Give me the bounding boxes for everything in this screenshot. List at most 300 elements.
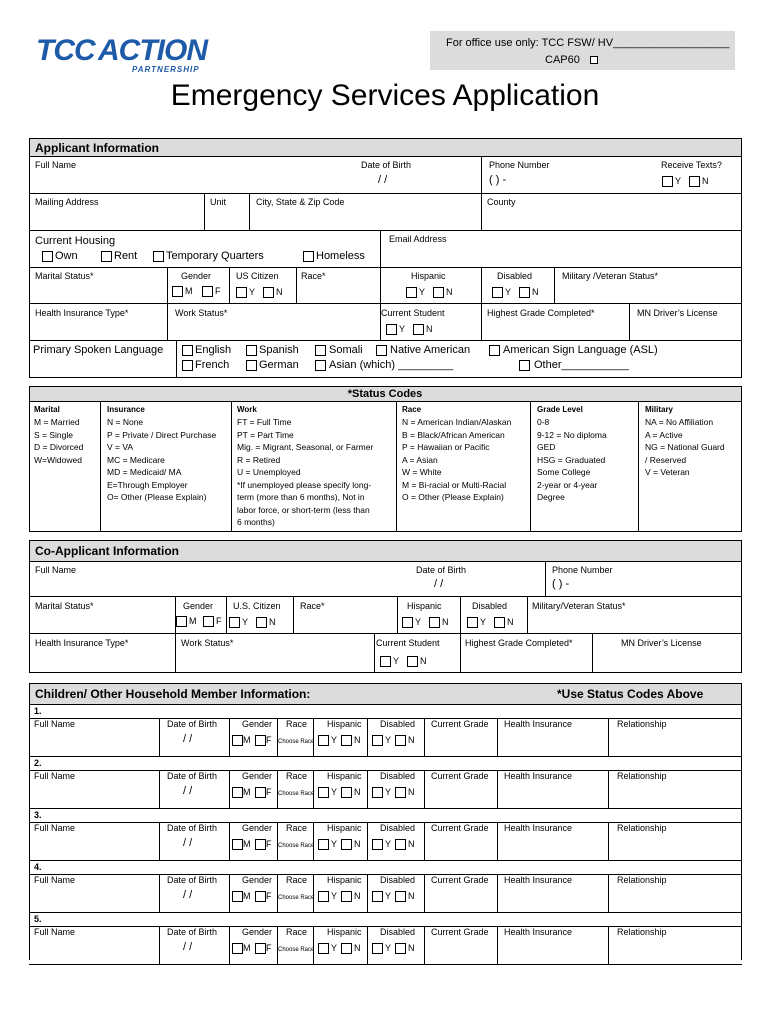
svg-text:TCC: TCC	[36, 34, 95, 67]
member-col-line	[424, 770, 425, 808]
member-choose-race[interactable]: Choose Race	[278, 947, 315, 953]
member-hispanic-n-checkbox[interactable]	[341, 787, 352, 798]
member-full-name-label: Full Name	[34, 875, 76, 885]
member-number: 3.	[34, 810, 42, 820]
member-hispanic-n-label: N	[354, 787, 361, 797]
receive-texts-y-label: Y	[675, 176, 682, 186]
lang-english-checkbox[interactable]	[182, 345, 193, 356]
member-hispanic-n-checkbox[interactable]	[341, 735, 352, 746]
receive-texts-n-label: N	[702, 176, 709, 186]
applicant-student-n-checkbox[interactable]	[413, 324, 424, 335]
language-label: Primary Spoken Language	[33, 344, 164, 356]
coapp-work-label: Work Status*	[181, 638, 234, 648]
member-choose-race[interactable]: Choose Race	[278, 739, 315, 745]
member-disabled-label: Disabled	[380, 823, 416, 833]
member-dob-label: Date of Birth	[167, 719, 218, 729]
member-hispanic-y-label: Y	[331, 839, 338, 849]
applicant-dob-label: Date of Birth	[361, 160, 412, 170]
applicant-phone-label: Phone Number	[489, 160, 550, 170]
member-gender-label: Gender	[242, 771, 273, 781]
housing-own-checkbox[interactable]	[42, 251, 53, 262]
member-col-line	[159, 718, 160, 756]
member-col-line	[229, 822, 230, 860]
housing-temp-checkbox[interactable]	[153, 251, 164, 262]
member-gender-m-label: M	[243, 735, 251, 745]
member-gender-m-label: M	[243, 891, 251, 901]
member-gender-f-label: F	[266, 787, 272, 797]
member-col-line	[277, 822, 278, 860]
coapp-student-n-label: N	[420, 656, 427, 666]
member-disabled-y-label: Y	[385, 735, 392, 745]
applicant-student-y-checkbox[interactable]	[386, 324, 397, 335]
member-col-line	[277, 770, 278, 808]
member-race-label: Race	[286, 719, 308, 729]
status-grade-title: Grade Level	[537, 405, 583, 414]
member-race-label: Race	[286, 771, 308, 781]
coapp-disabled-label: Disabled	[472, 601, 508, 611]
member-relationship-label: Relationship	[617, 823, 667, 833]
member-col-line	[424, 822, 425, 860]
member-health-label: Health Insurance	[504, 719, 573, 729]
member-disabled-label: Disabled	[380, 875, 416, 885]
member-dob-field[interactable]: / /	[183, 837, 193, 849]
status-insurance-list: N = None P = Private / Direct Purchase V = VA MC = Medicare MD = Medicaid/ MA E=Through Employer O= Other (Please Explain)	[107, 417, 217, 502]
member-disabled-n-checkbox[interactable]	[395, 735, 406, 746]
applicant-student-n-label: N	[426, 324, 433, 334]
coapp-phone-field[interactable]: ( ) -	[552, 578, 570, 590]
member-hispanic-label: Hispanic	[327, 719, 362, 729]
coapp-hispanic-label: Hispanic	[407, 601, 442, 611]
member-gender-f-checkbox[interactable]	[255, 891, 266, 902]
applicant-gender-m-label: M	[185, 286, 193, 296]
member-hispanic-y-label: Y	[331, 943, 338, 953]
member-gender-label: Gender	[242, 927, 273, 937]
member-col-line	[159, 822, 160, 860]
member-col-line	[424, 874, 425, 912]
lang-native-label: Native American	[390, 344, 471, 356]
member-gender-f-label: F	[266, 735, 272, 745]
status-marital-list: M = Married S = Single D = Divorced W=Widowed	[34, 417, 84, 465]
lang-asl-label: American Sign Language (ASL)	[503, 344, 658, 356]
member-hispanic-y-checkbox[interactable]	[318, 735, 329, 746]
current-housing-label: Current Housing	[35, 235, 116, 247]
applicant-citizen-label: US Citizen	[236, 271, 279, 281]
applicant-student-label: Current Student	[381, 308, 445, 318]
member-disabled-y-checkbox[interactable]	[372, 943, 383, 954]
applicant-disabled-y-checkbox[interactable]	[492, 287, 503, 298]
member-health-label: Health Insurance	[504, 875, 573, 885]
member-hispanic-label: Hispanic	[327, 823, 362, 833]
member-col-line	[313, 822, 314, 860]
member-disabled-n-checkbox[interactable]	[395, 787, 406, 798]
applicant-insurance-label: Health Insurance Type*	[35, 308, 129, 318]
member-gender-m-label: M	[243, 787, 251, 797]
member-hispanic-n-checkbox[interactable]	[341, 943, 352, 954]
member-gender-f-label: F	[266, 839, 272, 849]
coapp-citizen-y-checkbox[interactable]	[229, 617, 240, 628]
member-disabled-y-label: Y	[385, 891, 392, 901]
coapp-hispanic-n-label: N	[442, 617, 449, 627]
member-grade-label: Current Grade	[431, 719, 489, 729]
member-hispanic-y-checkbox[interactable]	[318, 891, 329, 902]
member-gender-m-checkbox[interactable]	[232, 839, 243, 850]
member-col-line	[313, 926, 314, 964]
coapp-race-label: Race*	[300, 601, 325, 611]
applicant-heading: Applicant Information	[35, 141, 159, 155]
household-bottom-line	[29, 964, 742, 965]
member-col-line	[229, 874, 230, 912]
applicant-work-label: Work Status*	[175, 308, 228, 318]
member-dob-field[interactable]: / /	[183, 941, 193, 953]
member-disabled-y-checkbox[interactable]	[372, 787, 383, 798]
lang-german-checkbox[interactable]	[246, 360, 257, 371]
lang-german-label: German	[259, 359, 299, 371]
lang-asl-checkbox[interactable]	[489, 345, 500, 356]
email-label: Email Address	[389, 234, 447, 244]
member-col-line	[313, 718, 314, 756]
member-disabled-y-label: Y	[385, 787, 392, 797]
member-gender-m-checkbox[interactable]	[232, 943, 243, 954]
applicant-disabled-n-label: N	[532, 287, 539, 297]
coapp-phone-label: Phone Number	[552, 565, 613, 575]
coapp-hispanic-n-checkbox[interactable]	[429, 617, 440, 628]
member-col-line	[424, 718, 425, 756]
member-health-label: Health Insurance	[504, 823, 573, 833]
member-col-line	[367, 822, 368, 860]
member-dob-label: Date of Birth	[167, 875, 218, 885]
member-choose-race[interactable]: Choose Race	[278, 791, 315, 797]
member-col-line	[497, 718, 498, 756]
coapp-student-label: Current Student	[376, 638, 440, 648]
coapp-student-y-checkbox[interactable]	[380, 656, 391, 667]
member-gender-label: Gender	[242, 875, 273, 885]
member-hispanic-y-checkbox[interactable]	[318, 839, 329, 850]
member-col-line	[159, 770, 160, 808]
member-number: 4.	[34, 862, 42, 872]
member-top-line	[29, 808, 742, 809]
member-disabled-label: Disabled	[380, 719, 416, 729]
housing-rent-checkbox[interactable]	[101, 251, 112, 262]
member-col-line	[497, 770, 498, 808]
lang-somali-checkbox[interactable]	[315, 345, 326, 356]
member-grade-label: Current Grade	[431, 875, 489, 885]
lang-english-label: English	[195, 344, 232, 356]
coapp-gender-m-checkbox[interactable]	[176, 616, 187, 627]
member-col-line	[367, 770, 368, 808]
member-col-line	[367, 874, 368, 912]
member-disabled-n-checkbox[interactable]	[395, 839, 406, 850]
member-full-name-label: Full Name	[34, 927, 76, 937]
coapp-license-label: MN Driver’s License	[621, 638, 702, 648]
logo	[34, 32, 214, 74]
coapp-disabled-y-label: Y	[480, 617, 487, 627]
member-disabled-y-label: Y	[385, 943, 392, 953]
coapp-full-name-label: Full Name	[35, 565, 77, 575]
member-disabled-y-checkbox[interactable]	[372, 839, 383, 850]
member-dob-label: Date of Birth	[167, 771, 218, 781]
applicant-license-label: MN Driver’s License	[637, 308, 718, 318]
member-relationship-label: Relationship	[617, 875, 667, 885]
status-work-title: Work	[237, 405, 257, 414]
member-dob-field[interactable]: / /	[183, 733, 193, 745]
member-hispanic-n-checkbox[interactable]	[341, 839, 352, 850]
household-heading: Children/ Other Household Member Information:	[35, 687, 311, 701]
applicant-disabled-label: Disabled	[497, 271, 533, 281]
lang-spanish-checkbox[interactable]	[246, 345, 257, 356]
member-gender-m-checkbox[interactable]	[232, 787, 243, 798]
member-gender-f-checkbox[interactable]	[255, 735, 266, 746]
applicant-hispanic-y-checkbox[interactable]	[406, 287, 417, 298]
coapp-gender-f-label: F	[216, 616, 222, 626]
member-hispanic-label: Hispanic	[327, 771, 362, 781]
coapplicant-heading: Co-Applicant Information	[35, 544, 179, 558]
member-gender-f-checkbox[interactable]	[255, 839, 266, 850]
member-col-line	[277, 718, 278, 756]
member-gender-f-checkbox[interactable]	[255, 787, 266, 798]
status-military-title: Military	[645, 405, 674, 414]
applicant-hispanic-n-label: N	[446, 287, 453, 297]
housing-own-label: Own	[55, 250, 78, 262]
member-col-line	[608, 770, 609, 808]
applicant-phone-field[interactable]: ( ) -	[489, 174, 507, 186]
status-grade-list: 0-8 9-12 = No diploma GED HSG = Graduated Some College 2-year or 4-year Degree	[537, 417, 607, 502]
member-col-line	[277, 874, 278, 912]
member-race-label: Race	[286, 927, 308, 937]
lang-native-checkbox[interactable]	[376, 345, 387, 356]
applicant-disabled-n-checkbox[interactable]	[519, 287, 530, 298]
member-disabled-n-checkbox[interactable]	[395, 943, 406, 954]
receive-texts-label: Receive Texts?	[661, 160, 722, 170]
member-grade-label: Current Grade	[431, 927, 489, 937]
member-col-line	[313, 874, 314, 912]
coapp-disabled-n-label: N	[507, 617, 514, 627]
coapp-gender-f-checkbox[interactable]	[203, 616, 214, 627]
applicant-disabled-y-label: Y	[505, 287, 512, 297]
member-hispanic-n-label: N	[354, 839, 361, 849]
applicant-military-label: Military /Veteran Status*	[562, 271, 659, 281]
mailing-address-label: Mailing Address	[35, 197, 99, 207]
coapp-grade-label: Highest Grade Completed*	[465, 638, 573, 648]
applicant-hispanic-label: Hispanic	[411, 271, 446, 281]
lang-other-checkbox[interactable]	[519, 360, 530, 371]
member-gender-m-checkbox[interactable]	[232, 891, 243, 902]
coapp-hispanic-y-checkbox[interactable]	[402, 617, 413, 628]
coapp-citizen-n-checkbox[interactable]	[256, 617, 267, 628]
coapp-citizen-n-label: N	[269, 617, 276, 627]
member-hispanic-n-label: N	[354, 943, 361, 953]
coapp-citizen-y-label: Y	[242, 617, 249, 627]
applicant-marital-label: Marital Status*	[35, 271, 94, 281]
member-gender-m-label: M	[243, 839, 251, 849]
cap60-label: CAP60	[545, 54, 580, 66]
member-race-label: Race	[286, 823, 308, 833]
member-full-name-label: Full Name	[34, 771, 76, 781]
applicant-citizen-n-checkbox[interactable]	[263, 287, 274, 298]
member-choose-race[interactable]: Choose Race	[278, 843, 315, 849]
member-relationship-label: Relationship	[617, 927, 667, 937]
member-disabled-y-checkbox[interactable]	[372, 891, 383, 902]
member-disabled-n-checkbox[interactable]	[395, 891, 406, 902]
member-gender-m-label: M	[243, 943, 251, 953]
member-choose-race[interactable]: Choose Race	[278, 895, 315, 901]
lang-french-checkbox[interactable]	[182, 360, 193, 371]
member-health-label: Health Insurance	[504, 927, 573, 937]
applicant-dob-field[interactable]: / /	[378, 174, 388, 186]
member-col-line	[367, 718, 368, 756]
member-hispanic-n-label: N	[354, 735, 361, 745]
coapp-citizen-label: U.S. Citizen	[233, 601, 281, 611]
lang-other-label: Other___________	[534, 359, 629, 371]
applicant-gender-label: Gender	[181, 271, 212, 281]
coapp-disabled-y-checkbox[interactable]	[467, 617, 478, 628]
member-col-line	[229, 926, 230, 964]
housing-homeless-checkbox[interactable]	[303, 251, 314, 262]
member-col-line	[608, 822, 609, 860]
applicant-race-label: Race*	[301, 271, 326, 281]
housing-homeless-label: Homeless	[316, 250, 365, 262]
housing-temp-label: Temporary Quarters	[166, 250, 264, 262]
member-dob-label: Date of Birth	[167, 823, 218, 833]
unit-label: Unit	[210, 197, 227, 207]
member-hispanic-n-label: N	[354, 891, 361, 901]
housing-rent-label: Rent	[114, 250, 138, 262]
member-top-line	[29, 860, 742, 861]
coapp-gender-label: Gender	[183, 601, 214, 611]
member-relationship-label: Relationship	[617, 719, 667, 729]
applicant-citizen-y-checkbox[interactable]	[236, 287, 247, 298]
applicant-full-name-label: Full Name	[35, 160, 77, 170]
member-gender-f-checkbox[interactable]	[255, 943, 266, 954]
applicant-gender-m-checkbox[interactable]	[172, 286, 183, 297]
applicant-hispanic-y-label: Y	[419, 287, 426, 297]
member-number: 2.	[34, 758, 42, 768]
status-marital-title: Marital	[34, 405, 60, 414]
member-col-line	[159, 926, 160, 964]
office-use-line: For office use only: TCC FSW/ HV___________________	[446, 37, 730, 49]
member-disabled-n-label: N	[408, 943, 415, 953]
cap60-checkbox[interactable]	[590, 56, 598, 64]
coapp-dob-field[interactable]: / /	[434, 578, 444, 590]
coapp-student-y-label: Y	[393, 656, 400, 666]
member-disabled-n-label: N	[408, 891, 415, 901]
member-dob-field[interactable]: / /	[183, 785, 193, 797]
member-gender-f-label: F	[266, 891, 272, 901]
member-col-line	[313, 770, 314, 808]
logo-graphic	[34, 32, 214, 74]
receive-texts-y-checkbox[interactable]	[662, 176, 673, 187]
applicant-citizen-n-label: N	[276, 287, 283, 297]
applicant-student-y-label: Y	[399, 324, 406, 334]
svg-text:PARTNERSHIP: PARTNERSHIP	[132, 65, 200, 74]
member-disabled-n-label: N	[408, 787, 415, 797]
lang-asian-label: Asian (which) _________	[329, 359, 454, 371]
member-hispanic-label: Hispanic	[327, 875, 362, 885]
page-title: Emergency Services Application	[170, 79, 600, 112]
status-insurance-title: Insurance	[107, 405, 145, 414]
coapp-insurance-label: Health Insurance Type*	[35, 638, 129, 648]
member-dob-field[interactable]: / /	[183, 889, 193, 901]
applicant-hispanic-n-checkbox[interactable]	[433, 287, 444, 298]
city-state-zip-label: City, State & Zip Code	[256, 197, 345, 207]
member-hispanic-n-checkbox[interactable]	[341, 891, 352, 902]
member-col-line	[608, 926, 609, 964]
member-col-line	[497, 874, 498, 912]
member-health-label: Health Insurance	[504, 771, 573, 781]
coapp-gender-m-label: M	[189, 616, 197, 626]
applicant-gender-f-label: F	[215, 286, 221, 296]
member-disabled-label: Disabled	[380, 927, 416, 937]
member-gender-f-label: F	[266, 943, 272, 953]
member-relationship-label: Relationship	[617, 771, 667, 781]
lang-spanish-label: Spanish	[259, 344, 299, 356]
member-col-line	[608, 874, 609, 912]
lang-french-label: French	[195, 359, 230, 371]
member-disabled-n-label: N	[408, 839, 415, 849]
county-label: County	[487, 197, 516, 207]
member-race-label: Race	[286, 875, 308, 885]
svg-text:ACTION: ACTION	[98, 34, 207, 67]
member-col-line	[229, 770, 230, 808]
member-dob-label: Date of Birth	[167, 927, 218, 937]
lang-asian-checkbox[interactable]	[315, 360, 326, 371]
lang-somali-label: Somali	[329, 344, 363, 356]
coapp-military-label: Military/Veteran Status*	[532, 601, 626, 611]
member-hispanic-y-label: Y	[331, 891, 338, 901]
member-number: 5.	[34, 914, 42, 924]
status-codes-heading: *Status Codes	[347, 388, 423, 400]
status-work-list: FT = Full Time PT = Part Time Mig. = Migrant, Seasonal, or Farmer R = Retired U = Unemployed *If unemployed please specify long- term (more than 6 months), Not in labor force, or short-term (less than 6 months)	[237, 417, 374, 527]
member-top-line	[29, 912, 742, 913]
member-gender-m-checkbox[interactable]	[232, 735, 243, 746]
member-full-name-label: Full Name	[34, 719, 76, 729]
member-disabled-y-checkbox[interactable]	[372, 735, 383, 746]
coapp-marital-label: Marital Status*	[35, 601, 94, 611]
coapp-dob-label: Date of Birth	[416, 565, 467, 575]
applicant-citizen-y-label: Y	[249, 287, 256, 297]
status-military-list: NA = No Affiliation A = Active NG = National Guard / Reserved V = Veteran	[645, 417, 725, 477]
status-race-list: N = American Indian/Alaskan B = Black/African American P = Hawaiian or Pacific A = Asian W = White M = Bi-racial or Multi-Racial O = Other (Please Explain)	[402, 417, 512, 502]
member-number: 1.	[34, 706, 42, 716]
household-note: *Use Status Codes Above	[557, 687, 704, 701]
receive-texts-n-checkbox[interactable]	[689, 176, 700, 187]
member-grade-label: Current Grade	[431, 823, 489, 833]
member-hispanic-y-label: Y	[331, 787, 338, 797]
member-disabled-y-label: Y	[385, 839, 392, 849]
applicant-gender-f-checkbox[interactable]	[202, 286, 213, 297]
member-col-line	[229, 718, 230, 756]
member-disabled-n-label: N	[408, 735, 415, 745]
coapp-student-n-checkbox[interactable]	[407, 656, 418, 667]
member-hispanic-y-checkbox[interactable]	[318, 787, 329, 798]
member-hispanic-y-label: Y	[331, 735, 338, 745]
member-gender-label: Gender	[242, 823, 273, 833]
status-race-title: Race	[402, 405, 422, 414]
member-col-line	[497, 822, 498, 860]
member-col-line	[159, 874, 160, 912]
member-top-line	[29, 756, 742, 757]
applicant-grade-label: Highest Grade Completed*	[487, 308, 595, 318]
member-disabled-label: Disabled	[380, 771, 416, 781]
member-col-line	[424, 926, 425, 964]
member-col-line	[277, 926, 278, 964]
member-col-line	[367, 926, 368, 964]
coapp-hispanic-y-label: Y	[415, 617, 422, 627]
coapp-disabled-n-checkbox[interactable]	[494, 617, 505, 628]
member-hispanic-label: Hispanic	[327, 927, 362, 937]
member-full-name-label: Full Name	[34, 823, 76, 833]
member-gender-label: Gender	[242, 719, 273, 729]
member-hispanic-y-checkbox[interactable]	[318, 943, 329, 954]
